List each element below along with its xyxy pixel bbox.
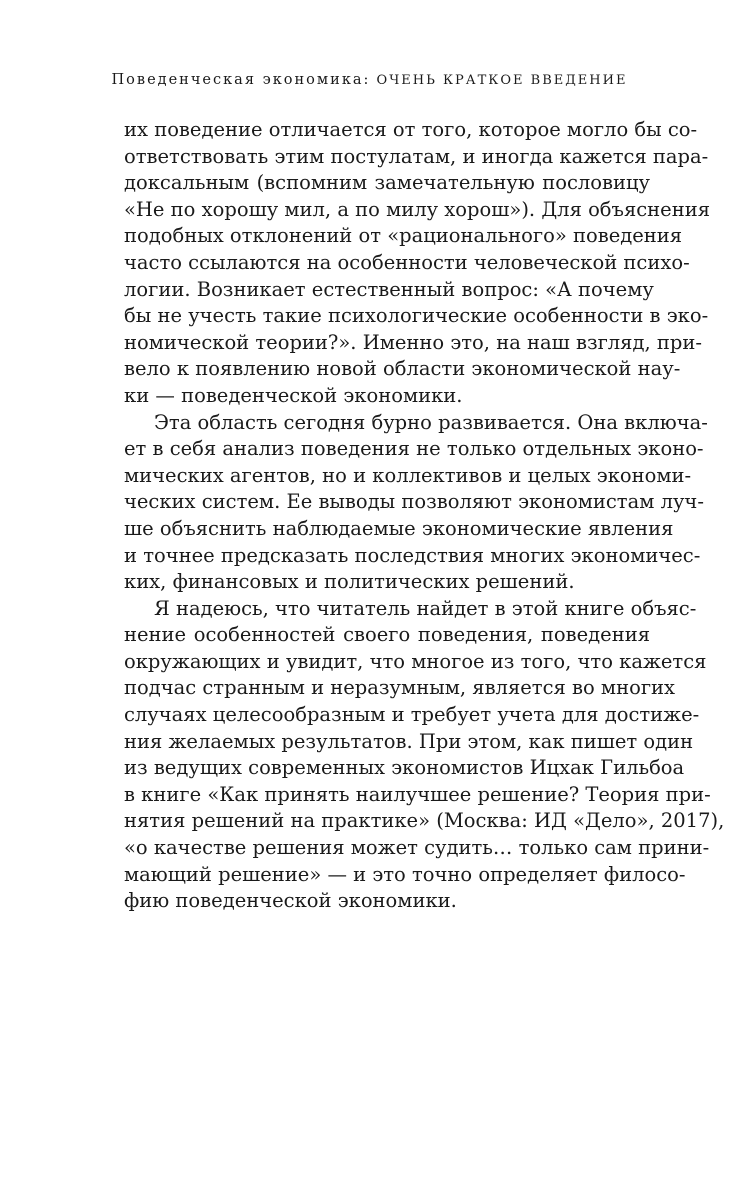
text-line: доксальным (вспомним замечательную пословицу <box>124 171 650 195</box>
text-line: в книге «Как принять наилучшее решение? Теория при- <box>124 782 711 806</box>
text-line: окружающих и увидит, что многое из того, что кажется <box>124 649 707 673</box>
text-line: часто ссылаются на особенности человеческой психо- <box>124 250 690 274</box>
text-line: из ведущих современных экономистов Ицхак Гильбоа <box>124 756 685 780</box>
body-text <box>124 117 725 915</box>
paragraph <box>124 410 708 596</box>
text-line: мающий решение» — и это точно определяет филосо- <box>124 862 686 886</box>
text-line: Эта область сегодня бурно развивается. Она включа- <box>154 410 708 434</box>
text-line: вело к появлению новой области экономической нау- <box>124 357 681 381</box>
paragraph <box>124 596 725 915</box>
text-line: ки — поведенческой экономики. <box>124 383 463 407</box>
text-line: ческих систем. Ее выводы позволяют экономистам луч- <box>124 490 704 514</box>
text-line: нятия решений на практике» (Москва: ИД «Дело», 2017), <box>124 809 725 833</box>
text-line: логии. Возникает естественный вопрос: «А почему <box>124 277 654 301</box>
running-head-subtitle: ОЧЕНЬ КРАТКОЕ ВВЕДЕНИЕ <box>370 73 628 88</box>
text-line: подобных отклонений от «рационального» поведения <box>124 224 683 248</box>
text-line: бы не учесть такие психологические особенности в эко- <box>124 304 709 328</box>
text-line: мических агентов, но и коллективов и целых экономи- <box>124 463 692 487</box>
text-line: ответствовать этим постулатам, и иногда кажется пара- <box>124 144 709 168</box>
text-line: случаях целесообразным и требует учета для достиже- <box>124 703 700 727</box>
text-line: фию поведенческой экономики. <box>124 889 457 913</box>
text-line: «Не по хорошу мил, а по милу хорош»). Для объяснения <box>124 197 711 221</box>
running-head-title: Поведенческая экономика: <box>111 72 371 88</box>
text-line: «о качестве решения может судить… только сам прини- <box>124 836 710 860</box>
text-line: ет в себя анализ поведения не только отдельных эконо- <box>124 437 704 461</box>
text-line: подчас странным и неразумным, является во многих <box>124 676 676 700</box>
text-line: нение особенностей своего поведения, поведения <box>124 623 650 647</box>
text-line: ния желаемых результатов. При этом, как пишет один <box>124 729 694 753</box>
running-head <box>0 72 739 88</box>
text-line: Я надеюсь, что читатель найдет в этой книге объяс- <box>154 596 697 620</box>
text-line: их поведение отличается от того, которое могло бы со- <box>124 118 698 141</box>
paragraph <box>124 117 711 410</box>
text-line: номической теории?». Именно это, на наш взгляд, при- <box>124 330 702 354</box>
text-line: и точнее предсказать последствия многих экономичес- <box>124 543 701 567</box>
text-line: ких, финансовых и политических решений. <box>124 570 575 594</box>
text-line: ше объяснить наблюдаемые экономические явления <box>124 516 674 540</box>
